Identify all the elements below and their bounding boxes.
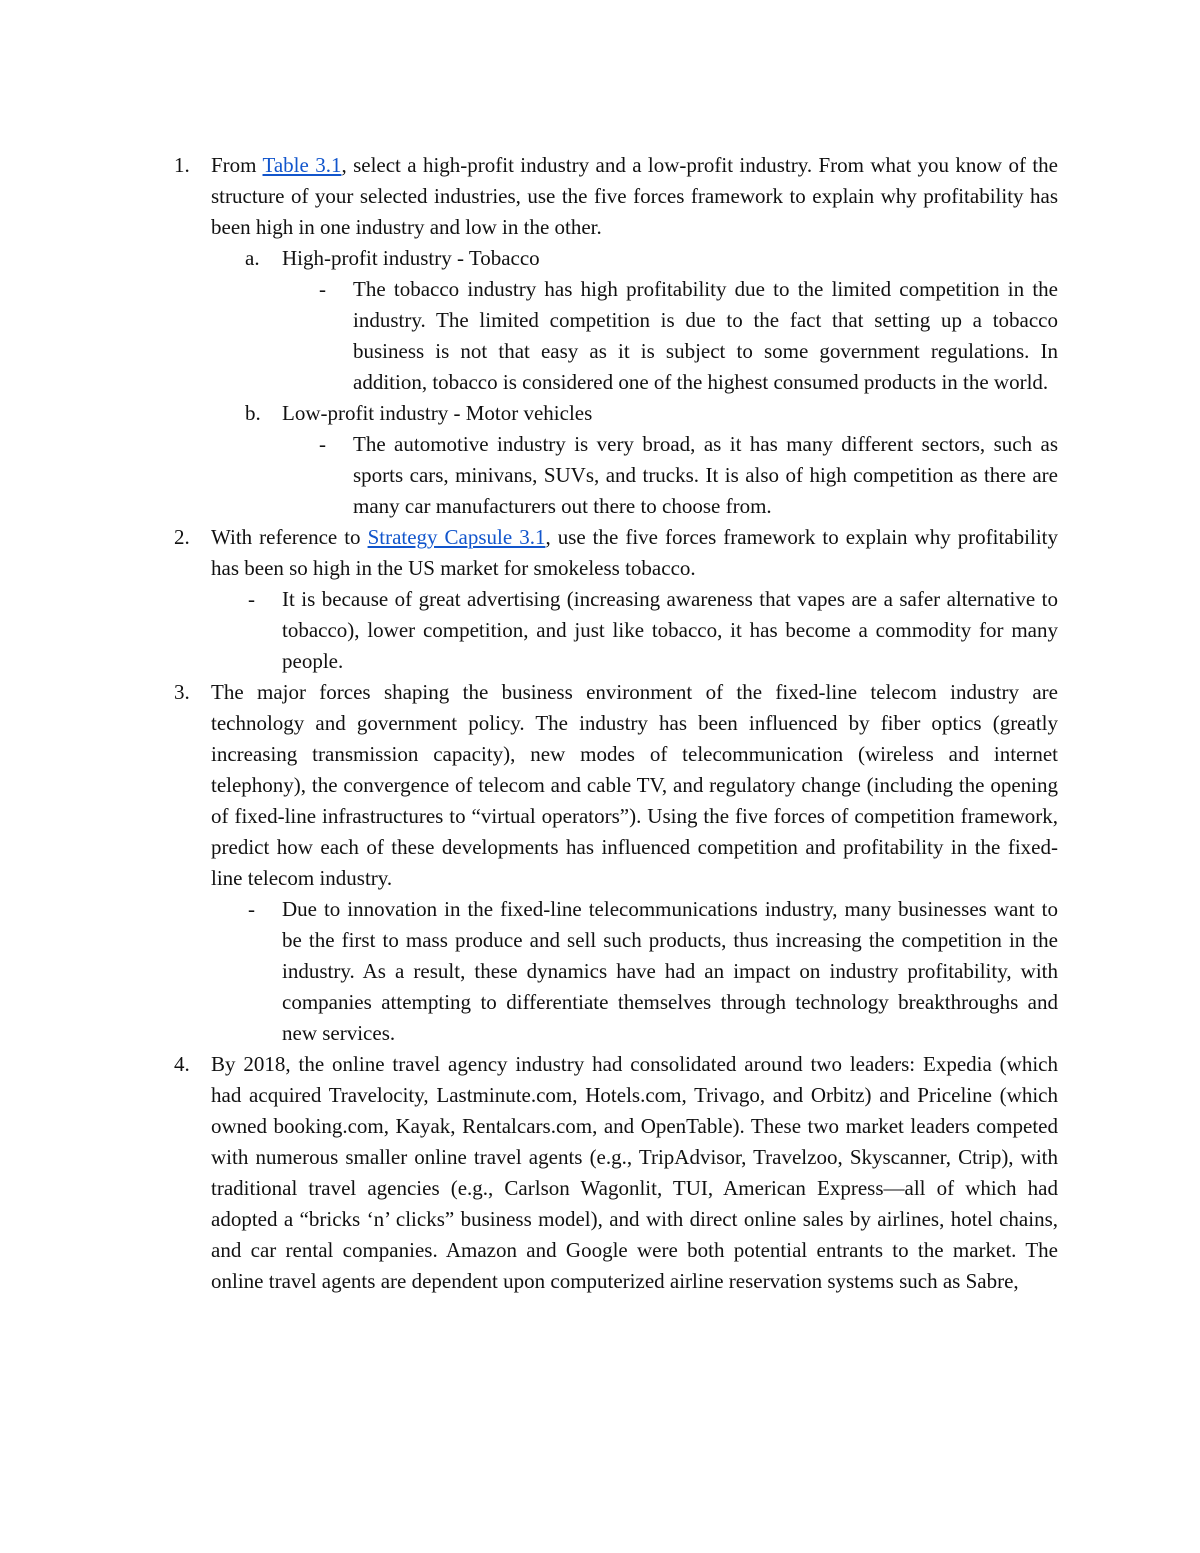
strategy-capsule-3-1-link[interactable]: Strategy Capsule 3.1 <box>367 525 546 549</box>
question-2 <box>174 522 1059 584</box>
question-text: The major forces shaping the business environment of the fixed-line telecom industry are technology and government policy. The industry has been influenced by fiber optics (greatly increasing transmission capacity), new modes of telecommunication (wireless and internet telephony), the convergence of telecom and cable TV, and regulatory change (including the opening of fixed-line infrastructures to “virtual operators”). Using the five forces of competition framework, predict how each of these developments has influenced competition and profitability in the fixed-line telecom industry. <box>211 680 1058 890</box>
question-text: , select a high-profit industry and a low-profit industry. From what you know of the structure of your selected industries, use the five forces framework to explain why profitability has been high in one industry and low in the other. <box>211 153 1058 239</box>
answer-telecom <box>248 894 1058 1049</box>
dash-bullet: - <box>248 897 255 921</box>
answer-tobacco <box>319 274 1058 398</box>
answer-text: It is because of great advertising (increasing awareness that vapes are a safer alternative to tobacco), lower competition, and just like tobacco, it has become a commodity for many people. <box>282 587 1058 673</box>
question-number: 2. <box>174 525 190 549</box>
question-number: 3. <box>174 680 190 704</box>
dash-bullet: - <box>319 277 326 301</box>
dash-bullet: - <box>319 432 326 456</box>
document-body <box>174 150 1059 1297</box>
question-3 <box>174 677 1058 894</box>
question-number: 1. <box>174 153 190 177</box>
question-text: With reference to <box>211 525 368 549</box>
subitem-a <box>245 243 1058 274</box>
question-4 <box>174 1049 1058 1297</box>
question-text: From <box>211 153 263 177</box>
answer-text: The automotive industry is very broad, as it has many different sectors, such as sports cars, minivans, SUVs, and trucks. It is also of high competition as there are many car manufacturers out there to choose from. <box>353 432 1058 518</box>
answer-text: The tobacco industry has high profitability due to the limited competition in the industry. The limited competition is due to the fact that setting up a tobacco business is not that easy as it is subject to some government regulations. In addition, tobacco is considered one of the highest consumed products in the world. <box>353 277 1058 394</box>
subitem-label: High-profit industry - Tobacco <box>282 246 540 270</box>
table-3-1-link[interactable]: Table 3.1 <box>262 153 342 177</box>
subitem-b <box>245 398 1058 429</box>
dash-bullet: - <box>248 587 255 611</box>
answer-text: Due to innovation in the fixed-line telecommunications industry, many businesses want to be the first to mass produce and sell such products, thus increasing the competition in the industry. As a result, these dynamics have had an impact on industry profitability, with companies attempting to differentiate themselves through technology breakthroughs and new services. <box>282 897 1058 1045</box>
question-number: 4. <box>174 1052 190 1076</box>
question-text: , use the five forces framework to explain why profitability has been so high in the US market for smokeless tobacco. <box>211 525 1059 580</box>
subitem-marker: a. <box>245 246 260 270</box>
question-text: By 2018, the online travel agency industry had consolidated around two leaders: Expedia (which had acquired Travelocity, Lastminute.com, Hotels.com, Trivago, and Orbitz) and Priceline (which owned booking.com, Kayak, Rentalcars.com, and OpenTable). These two market leaders competed with numerous smaller online travel agents (e.g., TripAdvisor, Travelzoo, Skyscanner, Ctrip), with traditional travel agencies (e.g., Carlson Wagonlit, TUI, American Express—all of which had adopted a “bricks ‘n’ clicks” business model), and with direct online sales by airlines, hotel chains, and car rental companies. Amazon and Google were both potential entrants to the market. The online travel agents are dependent upon computerized airline reservation systems such as Sabre, <box>211 1052 1058 1293</box>
question-1 <box>174 150 1058 243</box>
subitem-label: Low-profit industry - Motor vehicles <box>282 401 593 425</box>
answer-motor-vehicles <box>319 429 1058 522</box>
answer-smokeless-tobacco <box>248 584 1058 677</box>
subitem-marker: b. <box>245 401 261 425</box>
